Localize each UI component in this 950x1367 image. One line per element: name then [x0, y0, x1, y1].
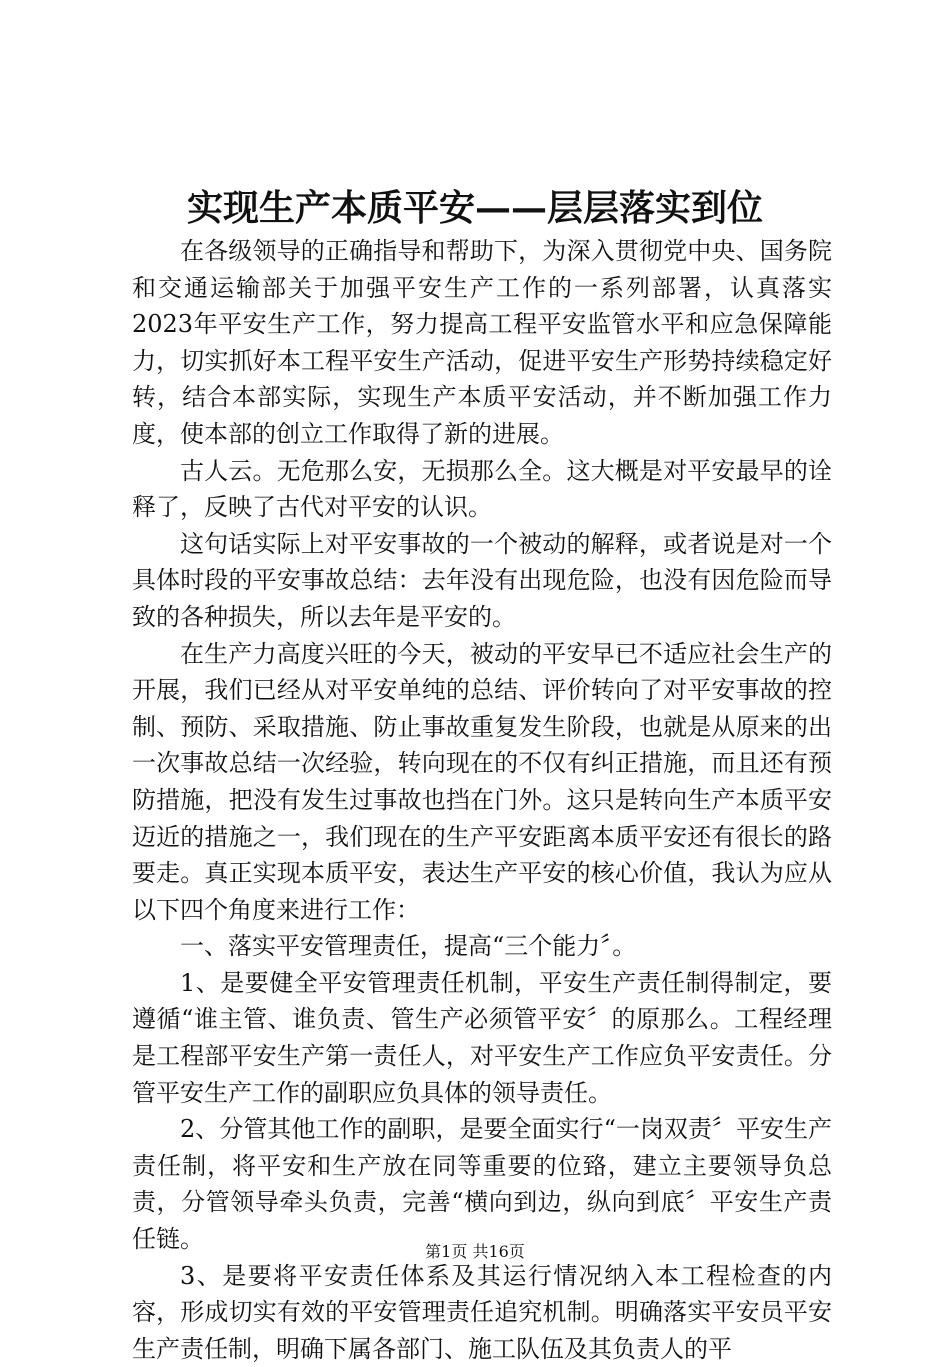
- document-title: 实现生产本质平安——层层落实到位: [186, 187, 763, 229]
- paragraph-intro: 在各级领导的正确指导和帮助下，为深入贯彻党中央、国务院和交通运输部关于加强平安生产工作的一系列部署，认真落实2023年平安生产工作，努力提高工程平安监管水平和应急保障能力，切实抓好本工程平安生产活动，促进平安生产形势持续稳定好转，结合本部实际，实现生产本质平安活动，并不断加强工作力度，使本部的创立工作取得了新的进展。: [132, 237, 832, 448]
- paragraph-passive-explanation: 这句话实际上对平安事故的一个被动的解释，或者说是对一个具体时段的平安事故总结：去年没有出现危险，也没有因危险而导致的各种损失，所以去年是平安的。: [132, 529, 832, 631]
- section-heading-one: 一、落实平安管理责任，提高“三个能力〞。: [180, 932, 637, 961]
- paragraph-productivity: 在生产力高度兴旺的今天，被动的平安早已不适应社会生产的开展，我们已经从对平安单纯的总结、评价转向了对平安事故的控制、预防、采取措施、防止事故重复发生阶段，也就是从原来的出一次事故总结一次经验，转向现在的不仅有纠正措施，而且还有预防措施，把没有发生过事故也挡在门外。这只是转向生产本质平安迈近的措施之一，我们现在的生产平安距离本质平安还有很长的路要走。真正实现本质平安，表达生产平安的核心价值，我认为应从以下四个角度来进行工作：: [132, 639, 832, 924]
- paragraph-item-2: 2、分管其他工作的副职，是要全面实行“一岗双责〞平安生产责任制，将平安和生产放在同等重要的位臵，建立主要领导负总责，分管领导牵头负责，完善“横向到边，纵向到底〞平安生产责任链。: [132, 1115, 832, 1254]
- paragraph-item-3: 3、是要将平安责任体系及其运行情况纳入本工程检查的内容，形成切实有效的平安管理责任追究机制。明确落实平安员平安生产责任制，明确下属各部门、施工队伍及其负责人的平: [132, 1261, 832, 1363]
- paragraph-item-1: 1、是要健全平安管理责任机制，平安生产责任制得制定，要遵循“谁主管、谁负责、管生产必须管平安〞的原那么。工程经理是工程部平安生产第一责任人，对平安生产工作应负平安责任。分管平安生产工作的副职应负具体的领导责任。: [132, 968, 832, 1107]
- paragraph-ancient-saying: 古人云。无危那么安，无损那么全。这大概是对平安最早的诠释了，反映了古代对平安的认识。: [132, 456, 832, 522]
- document-body: [132, 233, 832, 1367]
- page-footer: 第1页 共16页: [425, 1242, 525, 1261]
